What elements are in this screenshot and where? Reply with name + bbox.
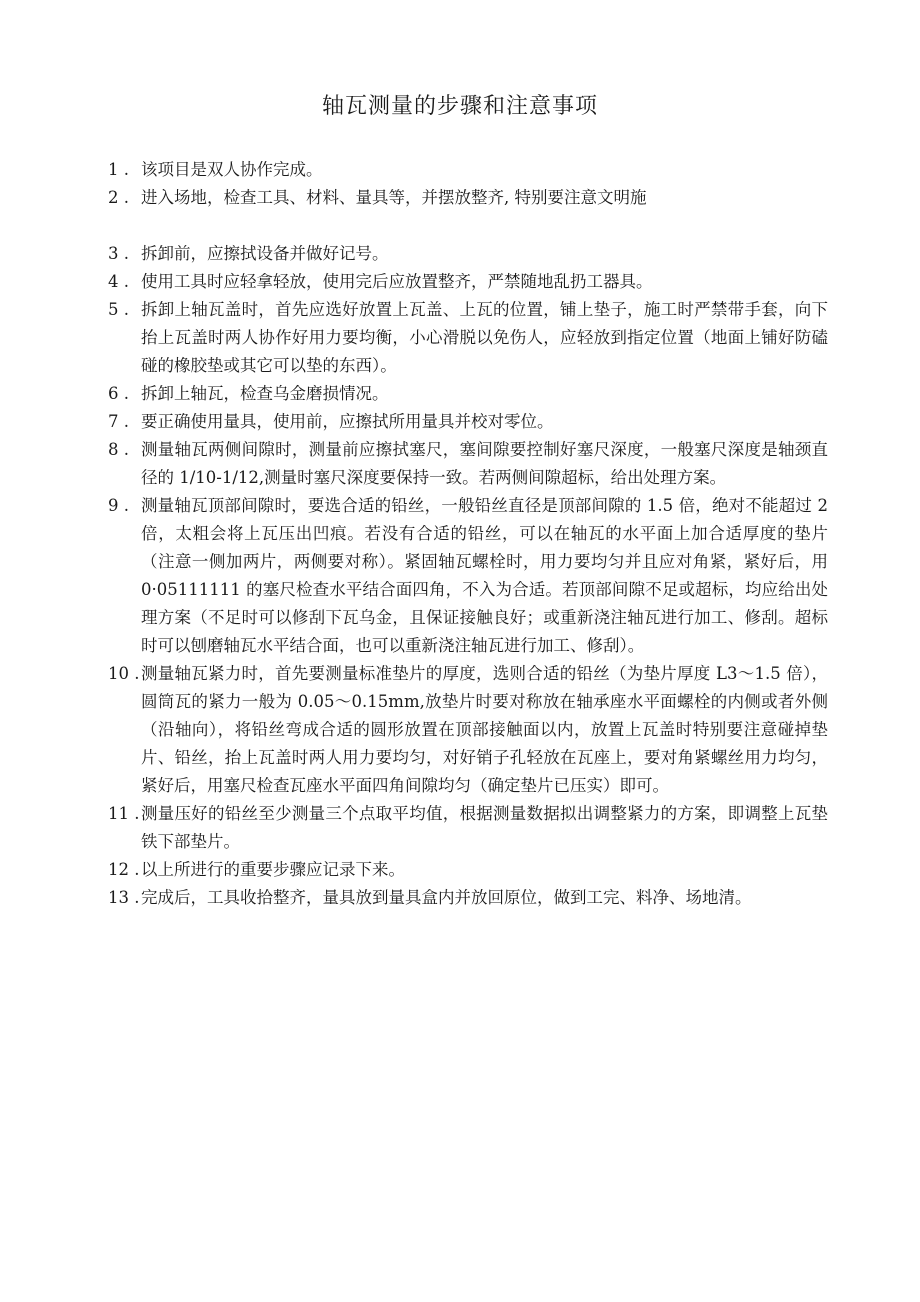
list-item [108,436,828,492]
item-text: 拆卸上轴瓦盖时，首先应选好放置上瓦盖、上瓦的位置，铺上垫子，施工时严禁带手套，向下抬上瓦盖时两人协作好用力要均衡，小心滑脱以免伤人，应轻放到指定位置（地面上铺好防磕碰的橡胶垫或其它可以垫的东西）。 [141,300,828,375]
item-number: 1 . [108,160,129,179]
item-text: 测量轴瓦紧力时，首先要测量标准垫片的厚度，选则合适的铅丝（为垫片厚度 L3～1.5 倍），圆筒瓦的紧力一般为 0.05～0.15mm,放垫片时要对称放在轴承座水平面螺栓的内侧或者外侧（沿轴向），将铅丝弯成合适的圆形放置在顶部接触面以内，放置上瓦盖时特别要注意碰掉垫片、铅丝，抬上瓦盖时两人用力要均匀，对好销子孔轻放在瓦座上，要对角紧螺丝用力均匀，紧好后，用塞尺检查瓦座水平面四角间隙均匀（确定垫片已压实）即可。 [141,664,828,795]
list-item [108,184,828,212]
item-number: 8 . [108,440,129,459]
list-item [108,240,828,268]
item-number: 2 . [108,188,129,207]
list-item [108,268,828,296]
item-text: 以上所进行的重要步骤应记录下来。 [141,860,405,879]
item-text: 进入场地，检查工具、材料、量具等，并摆放整齐, 特别要注意文明施 [141,188,647,207]
item-number: 6 . [108,384,129,403]
list-item [108,296,828,380]
list-item [108,492,828,660]
item-number: 11 . [108,804,140,823]
item-number: 10 . [108,664,140,683]
item-number: 9 . [108,496,129,515]
item-number: 3 . [108,244,129,263]
item-text: 该项目是双人协作完成。 [141,160,323,179]
item-text: 测量轴瓦顶部间隙时，要选合适的铅丝，一般铅丝直径是顶部间隙的 1.5 倍，绝对不能超过 2 倍，太粗会将上瓦压出凹痕。若没有合适的铅丝，可以在轴瓦的水平面上加合适厚度的垫片（注意一侧加两片，两侧要对称）。紧固轴瓦螺栓时，用力要均匀并且应对角紧，紧好后，用 0·05111111 的塞尺检查水平结合面四角，不入为合适。若顶部间隙不足或超标，均应给出处理方案（不足时可以修刮下瓦乌金，且保证接触良好；或重新浇注轴瓦进行加工、修刮。超标时可以刨磨轴瓦水平结合面，也可以重新浇注轴瓦进行加工、修刮）。 [141,496,828,655]
item-text: 完成后，工具收拾整齐，量具放到量具盒内并放回原位，做到工完、料净、场地清。 [141,888,752,907]
item-text: 拆卸前，应擦拭设备并做好记号。 [141,244,389,263]
list-item [108,408,828,436]
item-number: 7 . [108,412,129,431]
list-item [108,884,828,912]
item-number: 13 . [108,888,140,907]
item-text: 测量轴瓦两侧间隙时，测量前应擦拭塞尺，塞间隙要控制好塞尺深度，一般塞尺深度是轴颈直径的 1/10-1/12,测量时塞尺深度要保持一致。若两侧间隙超标，给出处理方案。 [141,440,828,487]
document-title: 轴瓦测量的步骤和注意事项 [321,94,598,119]
item-text: 拆卸上轴瓦，检查乌金磨损情况。 [141,384,389,403]
item-text: 要正确使用量具，使用前，应擦拭所用量具并校对零位。 [141,412,554,431]
list-item [108,856,828,884]
list-item [108,800,828,856]
item-number: 4 . [108,272,129,291]
list-item [108,380,828,408]
item-number: 5 . [108,300,129,319]
item-number: 12 . [108,860,140,879]
item-text: 使用工具时应轻拿轻放，使用完后应放置整齐，严禁随地乱扔工器具。 [141,272,653,291]
steps-list [108,156,828,912]
item-text: 测量压好的铅丝至少测量三个点取平均值，根据测量数据拟出调整紧力的方案，即调整上瓦垫铁下部垫片。 [141,804,828,851]
list-item [108,660,828,800]
list-item [108,156,828,184]
